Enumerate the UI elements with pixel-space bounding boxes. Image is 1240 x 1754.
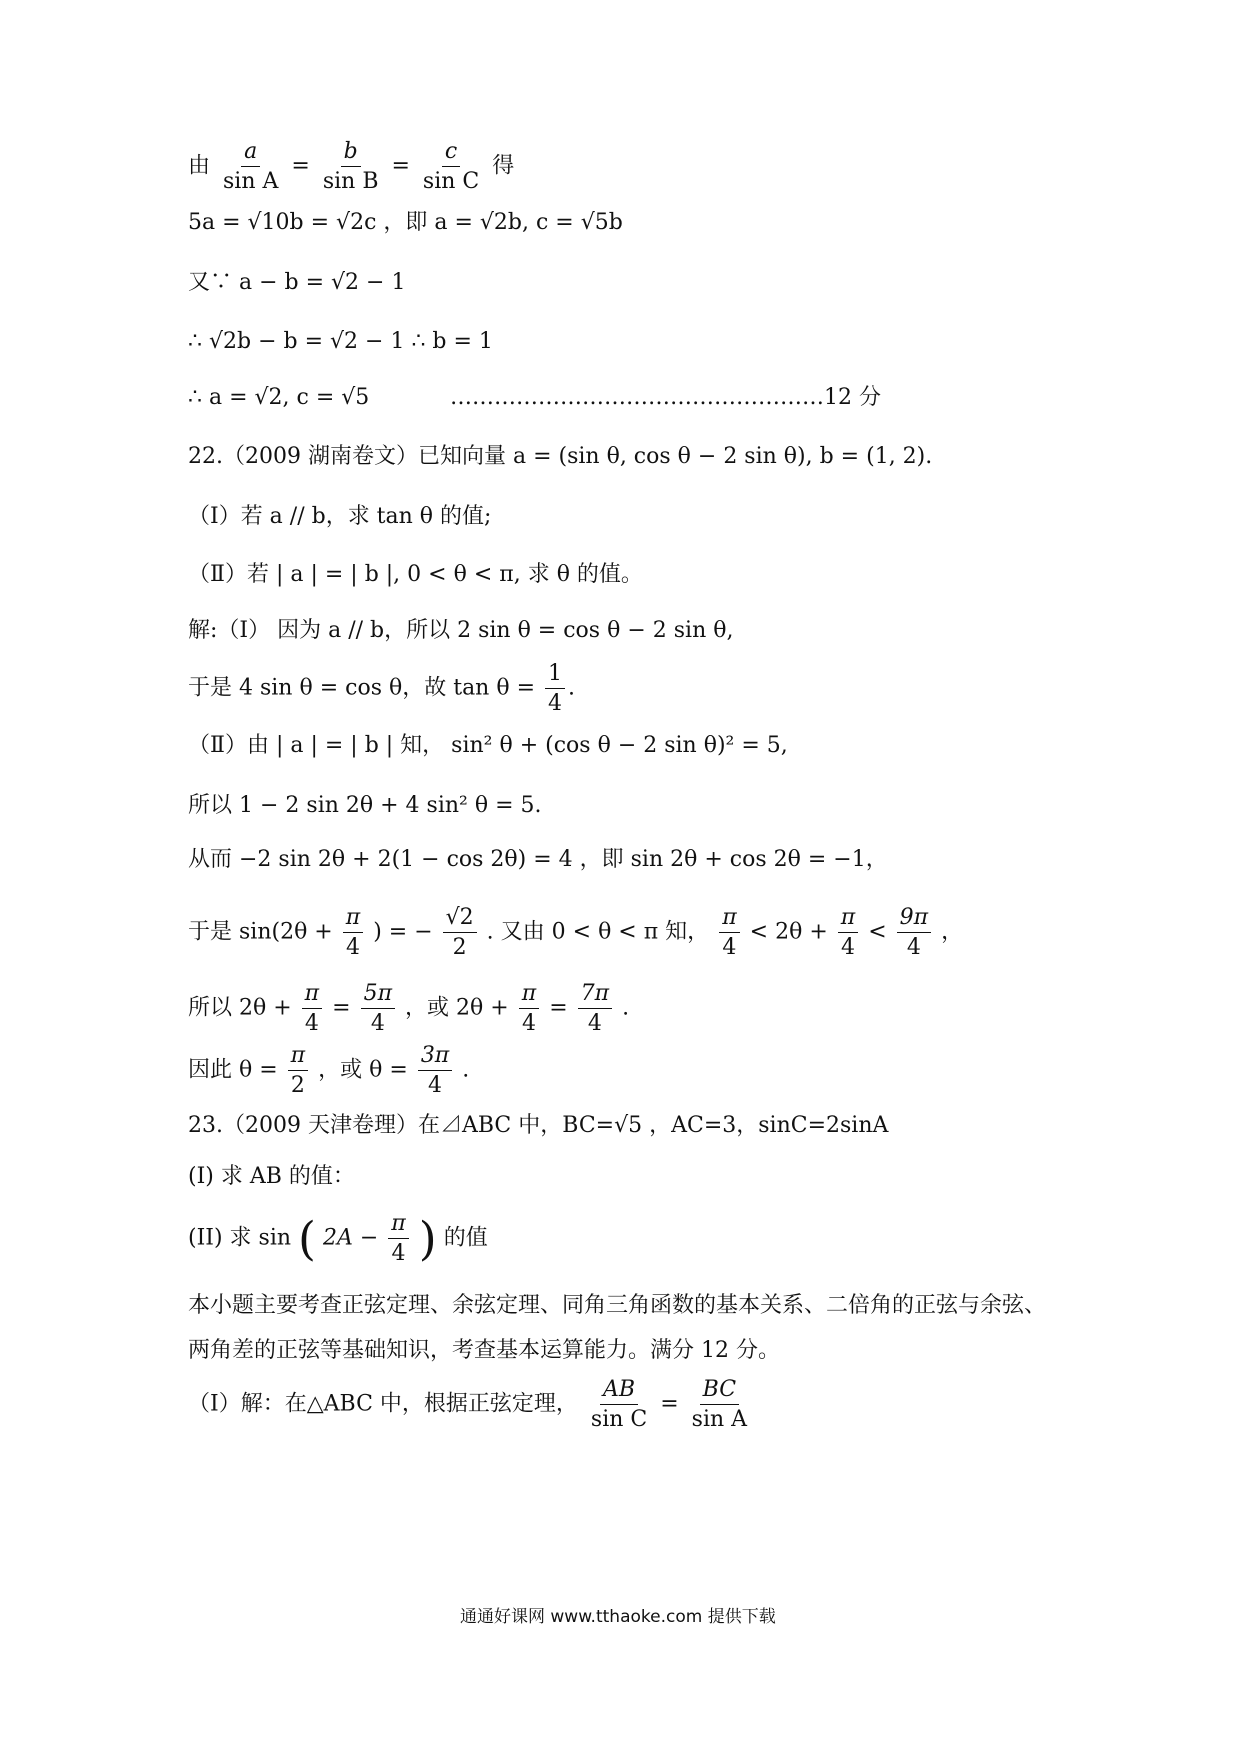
- fraction: $\frac{BC}{\text{sin A}}$: [691, 1377, 748, 1433]
- question-23: 23.（2009 天津卷理）在⊿ABC 中，BC=√5 ，AC=3，sinC=2sinA: [188, 1113, 889, 1138]
- solution-line: 于是 sin(2θ + $\frac{\pi}{4}$ ) = − $\frac{√2}{2}$ . 又由 0 < θ < π 知， $\frac{\pi}{4}$ < 2θ + $\frac{\pi}{4}$ < $\frac{9\pi}{4}$ ，: [188, 905, 964, 961]
- fraction: $\frac{5\pi}{4}$: [361, 982, 395, 1035]
- question-22-part-i: （Ⅰ）若 a // b，求 tan θ 的值;: [188, 504, 492, 529]
- text: 得: [492, 153, 515, 179]
- question-23-part-ii: (II) 求 sin ( 2A − $\frac{\pi}{4}$ ) 的值: [188, 1211, 488, 1267]
- equation-line: ∴ √2b − b = √2 − 1 ∴ b = 1: [188, 329, 493, 354]
- footer-text: 通通好课网 www.tthaoke.com 提供下载: [460, 1607, 776, 1627]
- fraction: $\frac{\pi}{2}$: [288, 1044, 308, 1097]
- fraction: $\frac{a}{\text{sin A}}$: [223, 139, 279, 195]
- law-of-sines-line: 由 $\frac{a}{\text{sin A}}$ = $\frac{b}{\text{sin B}}$ = $\frac{c}{\text{sin C}}$ 得: [188, 139, 515, 195]
- fraction: $\frac{\pi}{4}$: [388, 1212, 408, 1265]
- fraction: $\frac{c}{\text{sin C}}$: [422, 139, 480, 195]
- fraction: $\frac{\pi}{4}$: [838, 906, 858, 959]
- question-22: 22.（2009 湖南卷文）已知向量 a = (sin θ, cos θ − 2 sin θ), b = (1, 2).: [188, 444, 933, 469]
- fraction: $\frac{\pi}{4}$: [302, 982, 322, 1035]
- paren: ): [418, 1211, 437, 1266]
- text: 由: [188, 153, 211, 179]
- fraction: $\frac{\pi}{4}$: [343, 906, 363, 959]
- fraction: $\frac{AB}{\text{sin C}}$: [590, 1377, 648, 1433]
- fraction: $\frac{\pi}{4}$: [719, 906, 739, 959]
- solution-line: 从而 −2 sin 2θ + 2(1 − cos 2θ) = 4 ，即 sin 2θ + cos 2θ = −1，: [188, 847, 888, 872]
- fraction: $\frac{9\pi}{4}$: [897, 906, 931, 959]
- solution-line: 所以 2θ + $\frac{\pi}{4}$ = $\frac{5\pi}{4}$ ，或 2θ + $\frac{\pi}{4}$ = $\frac{7\pi}{4}$ .: [188, 981, 630, 1037]
- fraction: $\frac{√2}{2}$: [443, 906, 477, 959]
- intro-paragraph: 两角差的正弦等基础知识，考查基本运算能力。满分 12 分。: [188, 1338, 780, 1363]
- fraction: $\frac{\pi}{4}$: [519, 982, 539, 1035]
- fraction: $\frac{3\pi}{4}$: [418, 1044, 452, 1097]
- equation-line: ∴ a = √2, c = √5: [188, 385, 370, 410]
- solution-23-line: （Ⅰ）解：在△ABC 中，根据正弦定理， $\frac{AB}{\text{sin C}}$ = $\frac{BC}{\text{sin A}}$: [188, 1378, 753, 1431]
- equation-line: 又∵ a − b = √2 − 1: [188, 270, 406, 295]
- solution-line: 于是 4 sin θ = cos θ，故 tan θ = $\frac{1}{4}$ .: [188, 661, 576, 717]
- fraction: $\frac{7\pi}{4}$: [578, 982, 612, 1035]
- question-22-part-ii: （Ⅱ）若 | a | = | b |, 0 < θ < π, 求 θ 的值。: [188, 562, 643, 587]
- solution-line: 所以 1 − 2 sin 2θ + 4 sin² θ = 5.: [188, 793, 542, 818]
- solution-line: 因此 θ = $\frac{\pi}{2}$ ，或 θ = $\frac{3\pi}{4}$ .: [188, 1043, 470, 1099]
- solution-line: （Ⅱ）由 | a | = | b | 知， sin² θ + (cos θ − 2 sin θ)² = 5,: [188, 733, 788, 758]
- equation-line: 5a = √10b = √2c ，即 a = √2b, c = √5b: [188, 210, 623, 235]
- score-marker: ……………………………………………12 分: [450, 385, 881, 410]
- solution-line: 解:（Ⅰ） 因为 a // b，所以 2 sin θ = cos θ − 2 sin θ,: [188, 618, 734, 643]
- fraction: $\frac{1}{4}$: [545, 662, 565, 715]
- fraction: $\frac{b}{\text{sin B}}$: [322, 139, 379, 195]
- intro-paragraph: 本小题主要考查正弦定理、余弦定理、同角三角函数的基本关系、二倍角的正弦与余弦、: [188, 1293, 1047, 1318]
- paren: (: [298, 1211, 316, 1266]
- question-23-part-i: (I) 求 AB 的值：: [188, 1164, 355, 1189]
